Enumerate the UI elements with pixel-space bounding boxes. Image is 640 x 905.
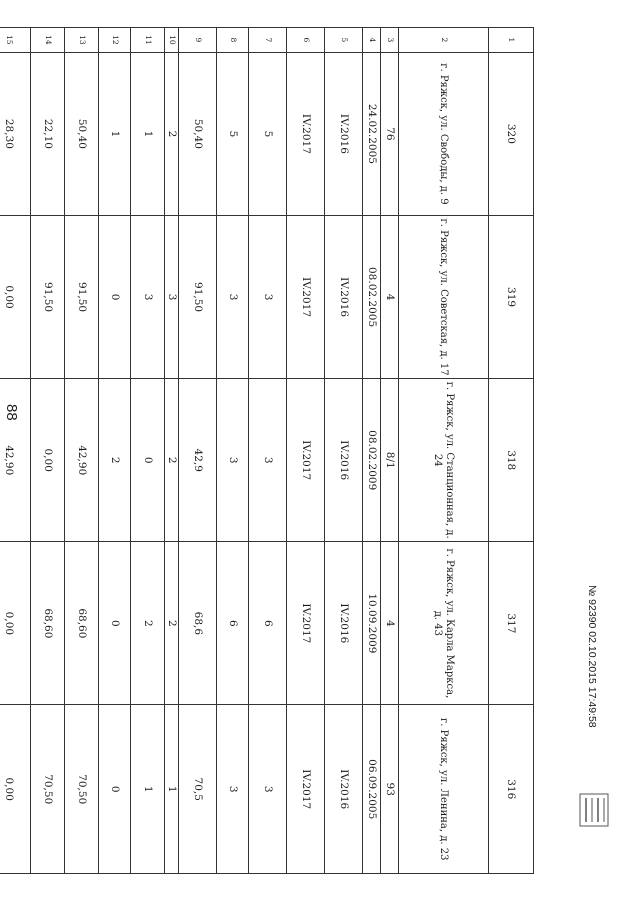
table-cell: 42,90 [65,379,99,542]
column-index-cell: 13 [65,28,99,53]
table-cell: 93 [381,705,399,874]
table-cell: 316 [489,705,534,874]
table-cell: 3 [217,705,249,874]
table-cell: 3 [249,705,287,874]
table-cell: 1 [99,52,131,215]
column-index-cell: 10 [165,28,179,53]
table-cell: IV.2017 [287,542,325,705]
table-cell: 70,50 [65,705,99,874]
registry-table [0,27,534,874]
table-cell: 6 [217,542,249,705]
table-cell: 1 [165,705,179,874]
table-cell: 70,50 [31,705,65,874]
table-cell: 24.02.2005 [363,52,381,215]
table-row [399,28,489,874]
table-row [99,28,131,874]
table-cell: 0 [99,215,131,378]
table-cell: 2 [165,379,179,542]
table-cell: IV.2016 [325,215,363,378]
table-cell: 42,90 [0,379,31,542]
table-cell: 2 [165,542,179,705]
table-cell: 91,50 [65,215,99,378]
table-row [249,28,287,874]
table-cell: 318 [489,379,534,542]
column-index-cell: 9 [179,28,217,53]
table-cell: 91,50 [179,215,217,378]
table-row [65,28,99,874]
table-cell: 06.09.2005 [363,705,381,874]
table-cell: 3 [217,379,249,542]
table-cell: 0,00 [31,379,65,542]
table-cell: 4 [381,215,399,378]
table-cell: IV.2016 [325,52,363,215]
table-cell: 3 [249,215,287,378]
table-cell: 3 [165,215,179,378]
table-cell: IV.2016 [325,379,363,542]
table-row [179,28,217,874]
table-cell: 5 [249,52,287,215]
table-row [489,28,534,874]
page-number: 88 [3,404,20,421]
address-cell: г. Ряжск, ул. Ленина, д. 23 [399,705,489,874]
column-index-cell: 4 [363,28,381,53]
table-cell: 1 [131,705,165,874]
table-cell: 3 [217,215,249,378]
table-row [0,28,31,874]
table-row [287,28,325,874]
table-row [31,28,65,874]
table-cell: 319 [489,215,534,378]
table-cell: 3 [131,215,165,378]
table-cell: 10.09.2009 [363,542,381,705]
table-row [381,28,399,874]
table-cell: 0,00 [0,542,31,705]
digital-signature-stamp: № 92390 02.10.2015 17:49:58 [586,585,598,728]
address-cell: г. Ряжск, ул. Свободы, д. 9 [399,52,489,215]
column-index-cell: 3 [381,28,399,53]
table-cell: 91,50 [31,215,65,378]
table-cell: 50,40 [65,52,99,215]
table-cell: 76 [381,52,399,215]
table-cell: 8/1 [381,379,399,542]
table-cell: 2 [165,52,179,215]
address-cell: г. Ряжск, ул. Советская, д. 17 [399,215,489,378]
table-cell: 68,6 [179,542,217,705]
column-index-cell: 14 [31,28,65,53]
column-index-cell: 11 [131,28,165,53]
table-cell: IV.2016 [325,705,363,874]
column-index-cell: 12 [99,28,131,53]
column-index-cell: 15 [0,28,31,53]
table-cell: 28,30 [0,52,31,215]
table-cell: IV.2016 [325,542,363,705]
column-index-cell: 1 [489,28,534,53]
table-cell: 08.02.2009 [363,379,381,542]
table-row [165,28,179,874]
table-cell: 6 [249,542,287,705]
table-cell: 2 [99,379,131,542]
table-cell: 2 [131,542,165,705]
table-cell: 0 [99,705,131,874]
table-cell: IV.2017 [287,52,325,215]
table-cell: 0 [99,542,131,705]
column-index-cell: 5 [325,28,363,53]
table-cell: 5 [217,52,249,215]
table-cell: IV.2017 [287,215,325,378]
column-index-cell: 2 [399,28,489,53]
table-cell: 0,00 [0,705,31,874]
table-cell: IV.2017 [287,705,325,874]
table-cell: 320 [489,52,534,215]
table-cell: 22,10 [31,52,65,215]
address-cell: г. Ряжск, ул. Карла Маркса, д. 43 [399,542,489,705]
table-cell: 68,60 [31,542,65,705]
table-cell: 70,5 [179,705,217,874]
table-cell: 50,40 [179,52,217,215]
column-index-cell: 7 [249,28,287,53]
table-cell: 4 [381,542,399,705]
table-cell: IV.2017 [287,379,325,542]
table-row [131,28,165,874]
table-cell: 42,9 [179,379,217,542]
column-index-cell: 8 [217,28,249,53]
table-row [325,28,363,874]
address-cell: г. Ряжск, ул. Станционная, д. 24 [399,379,489,542]
table-cell: 3 [249,379,287,542]
table-row [363,28,381,874]
table-cell: 08.02.2005 [363,215,381,378]
table-row [217,28,249,874]
table-cell: 68,60 [65,542,99,705]
table-cell: 1 [131,52,165,215]
column-index-cell: 6 [287,28,325,53]
table-cell: 0 [131,379,165,542]
notary-stamp-icon [578,790,610,830]
table-cell: 317 [489,542,534,705]
table-cell: 0,00 [0,215,31,378]
